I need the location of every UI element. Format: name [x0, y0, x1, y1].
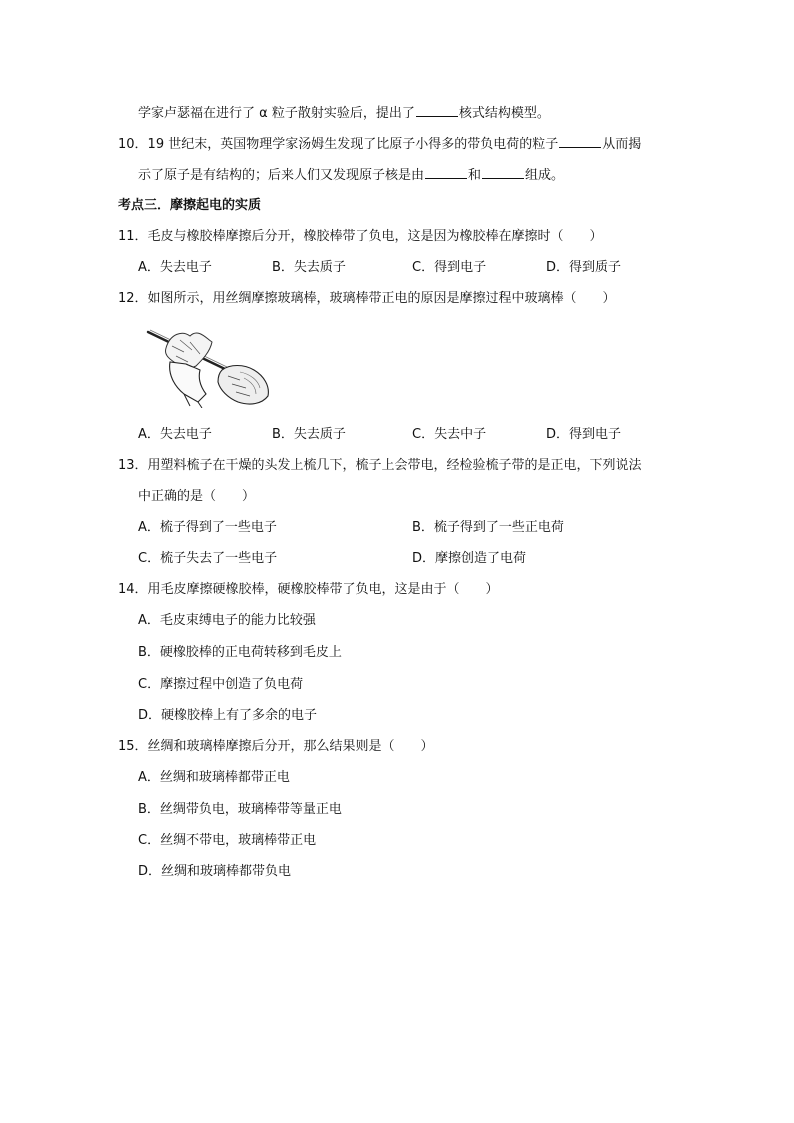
q10-text-line2c: 组成。: [525, 168, 565, 183]
q10-blank-2: [425, 166, 467, 179]
q10-text-line2b: 和: [468, 168, 482, 183]
left-hand: [170, 362, 206, 402]
glass-rod-silk-illustration: [140, 322, 276, 408]
question-13-stem-line-2: 中正确的是（ ）: [138, 489, 256, 504]
question-13-stem-line-1: 13．用塑料梳子在干燥的头发上梳几下，梳子上会带电，经检验梳子带的是正电，下列说法: [118, 458, 642, 473]
q11-option-b[interactable]: B．失去质子: [272, 260, 346, 275]
q13-option-a[interactable]: A．梳子得到了一些电子: [138, 520, 277, 535]
q14-option-d[interactable]: D．硬橡胶棒上有了多余的电子: [138, 708, 318, 723]
q12-option-c[interactable]: C．失去中子: [412, 427, 487, 442]
q10-blank-3: [482, 166, 524, 179]
q13-option-c[interactable]: C．梳子失去了一些电子: [138, 551, 278, 566]
q10-text-part1: 19 世纪末，英国物理学家汤姆生发现了比原子小得多的带负电荷的粒子: [147, 137, 559, 152]
q14-option-c[interactable]: C．摩擦过程中创造了负电荷: [138, 677, 304, 692]
q12-option-a[interactable]: A．失去电子: [138, 427, 212, 442]
q10-blank-1: [559, 135, 601, 148]
q13-option-d[interactable]: D．摩擦创造了电荷: [412, 551, 527, 566]
q9-text-after: 核式结构模型。: [458, 106, 550, 121]
q12-option-b[interactable]: B．失去质子: [272, 427, 346, 442]
q10-text-part2: 从而揭: [602, 137, 642, 152]
q10-text-line2a: 示了原子是有结构的；后来人们又发现原子核是由: [138, 168, 425, 183]
q11-option-a[interactable]: A．失去电子: [138, 260, 212, 275]
q15-option-a[interactable]: A．丝绸和玻璃棒都带正电: [138, 770, 290, 785]
q12-option-d[interactable]: D．得到电子: [546, 427, 622, 442]
q9-continuation: [138, 104, 550, 123]
q10-number: 10．: [118, 137, 148, 152]
section-heading: 考点三．摩擦起电的实质: [118, 198, 262, 213]
question-10-line-1: [118, 135, 641, 154]
question-11-stem: 11．毛皮与橡胶棒摩擦后分开，橡胶棒带了负电，这是因为橡胶棒在摩擦时（ ）: [118, 229, 603, 244]
q15-option-d[interactable]: D．丝绸和玻璃棒都带负电: [138, 864, 292, 879]
question-14-stem: 14．用毛皮摩擦硬橡胶棒，硬橡胶棒带了负电，这是由于（ ）: [118, 582, 499, 597]
q9-text-before: 学家卢瑟福在进行了 α 粒子散射实验后，提出了: [138, 106, 415, 121]
q14-option-b[interactable]: B．硬橡胶棒的正电荷转移到毛皮上: [138, 645, 342, 660]
q11-option-d[interactable]: D．得到质子: [546, 260, 622, 275]
q13-option-b[interactable]: B．梳子得到了一些正电荷: [412, 520, 564, 535]
question-15-stem: 15．丝绸和玻璃棒摩擦后分开，那么结果则是（ ）: [118, 739, 434, 754]
q11-option-c[interactable]: C．得到电子: [412, 260, 487, 275]
question-12-stem: 12．如图所示，用丝绸摩擦玻璃棒，玻璃棒带正电的原因是摩擦过程中玻璃棒（ ）: [118, 291, 616, 306]
question-10-line-2: [138, 166, 564, 185]
right-hand: [218, 366, 268, 405]
q15-option-b[interactable]: B．丝绸带负电，玻璃棒带等量正电: [138, 802, 342, 817]
q9-blank: [416, 104, 458, 117]
q15-option-c[interactable]: C．丝绸不带电，玻璃棒带正电: [138, 833, 317, 848]
q14-option-a[interactable]: A．毛皮束缚电子的能力比较强: [138, 613, 316, 628]
